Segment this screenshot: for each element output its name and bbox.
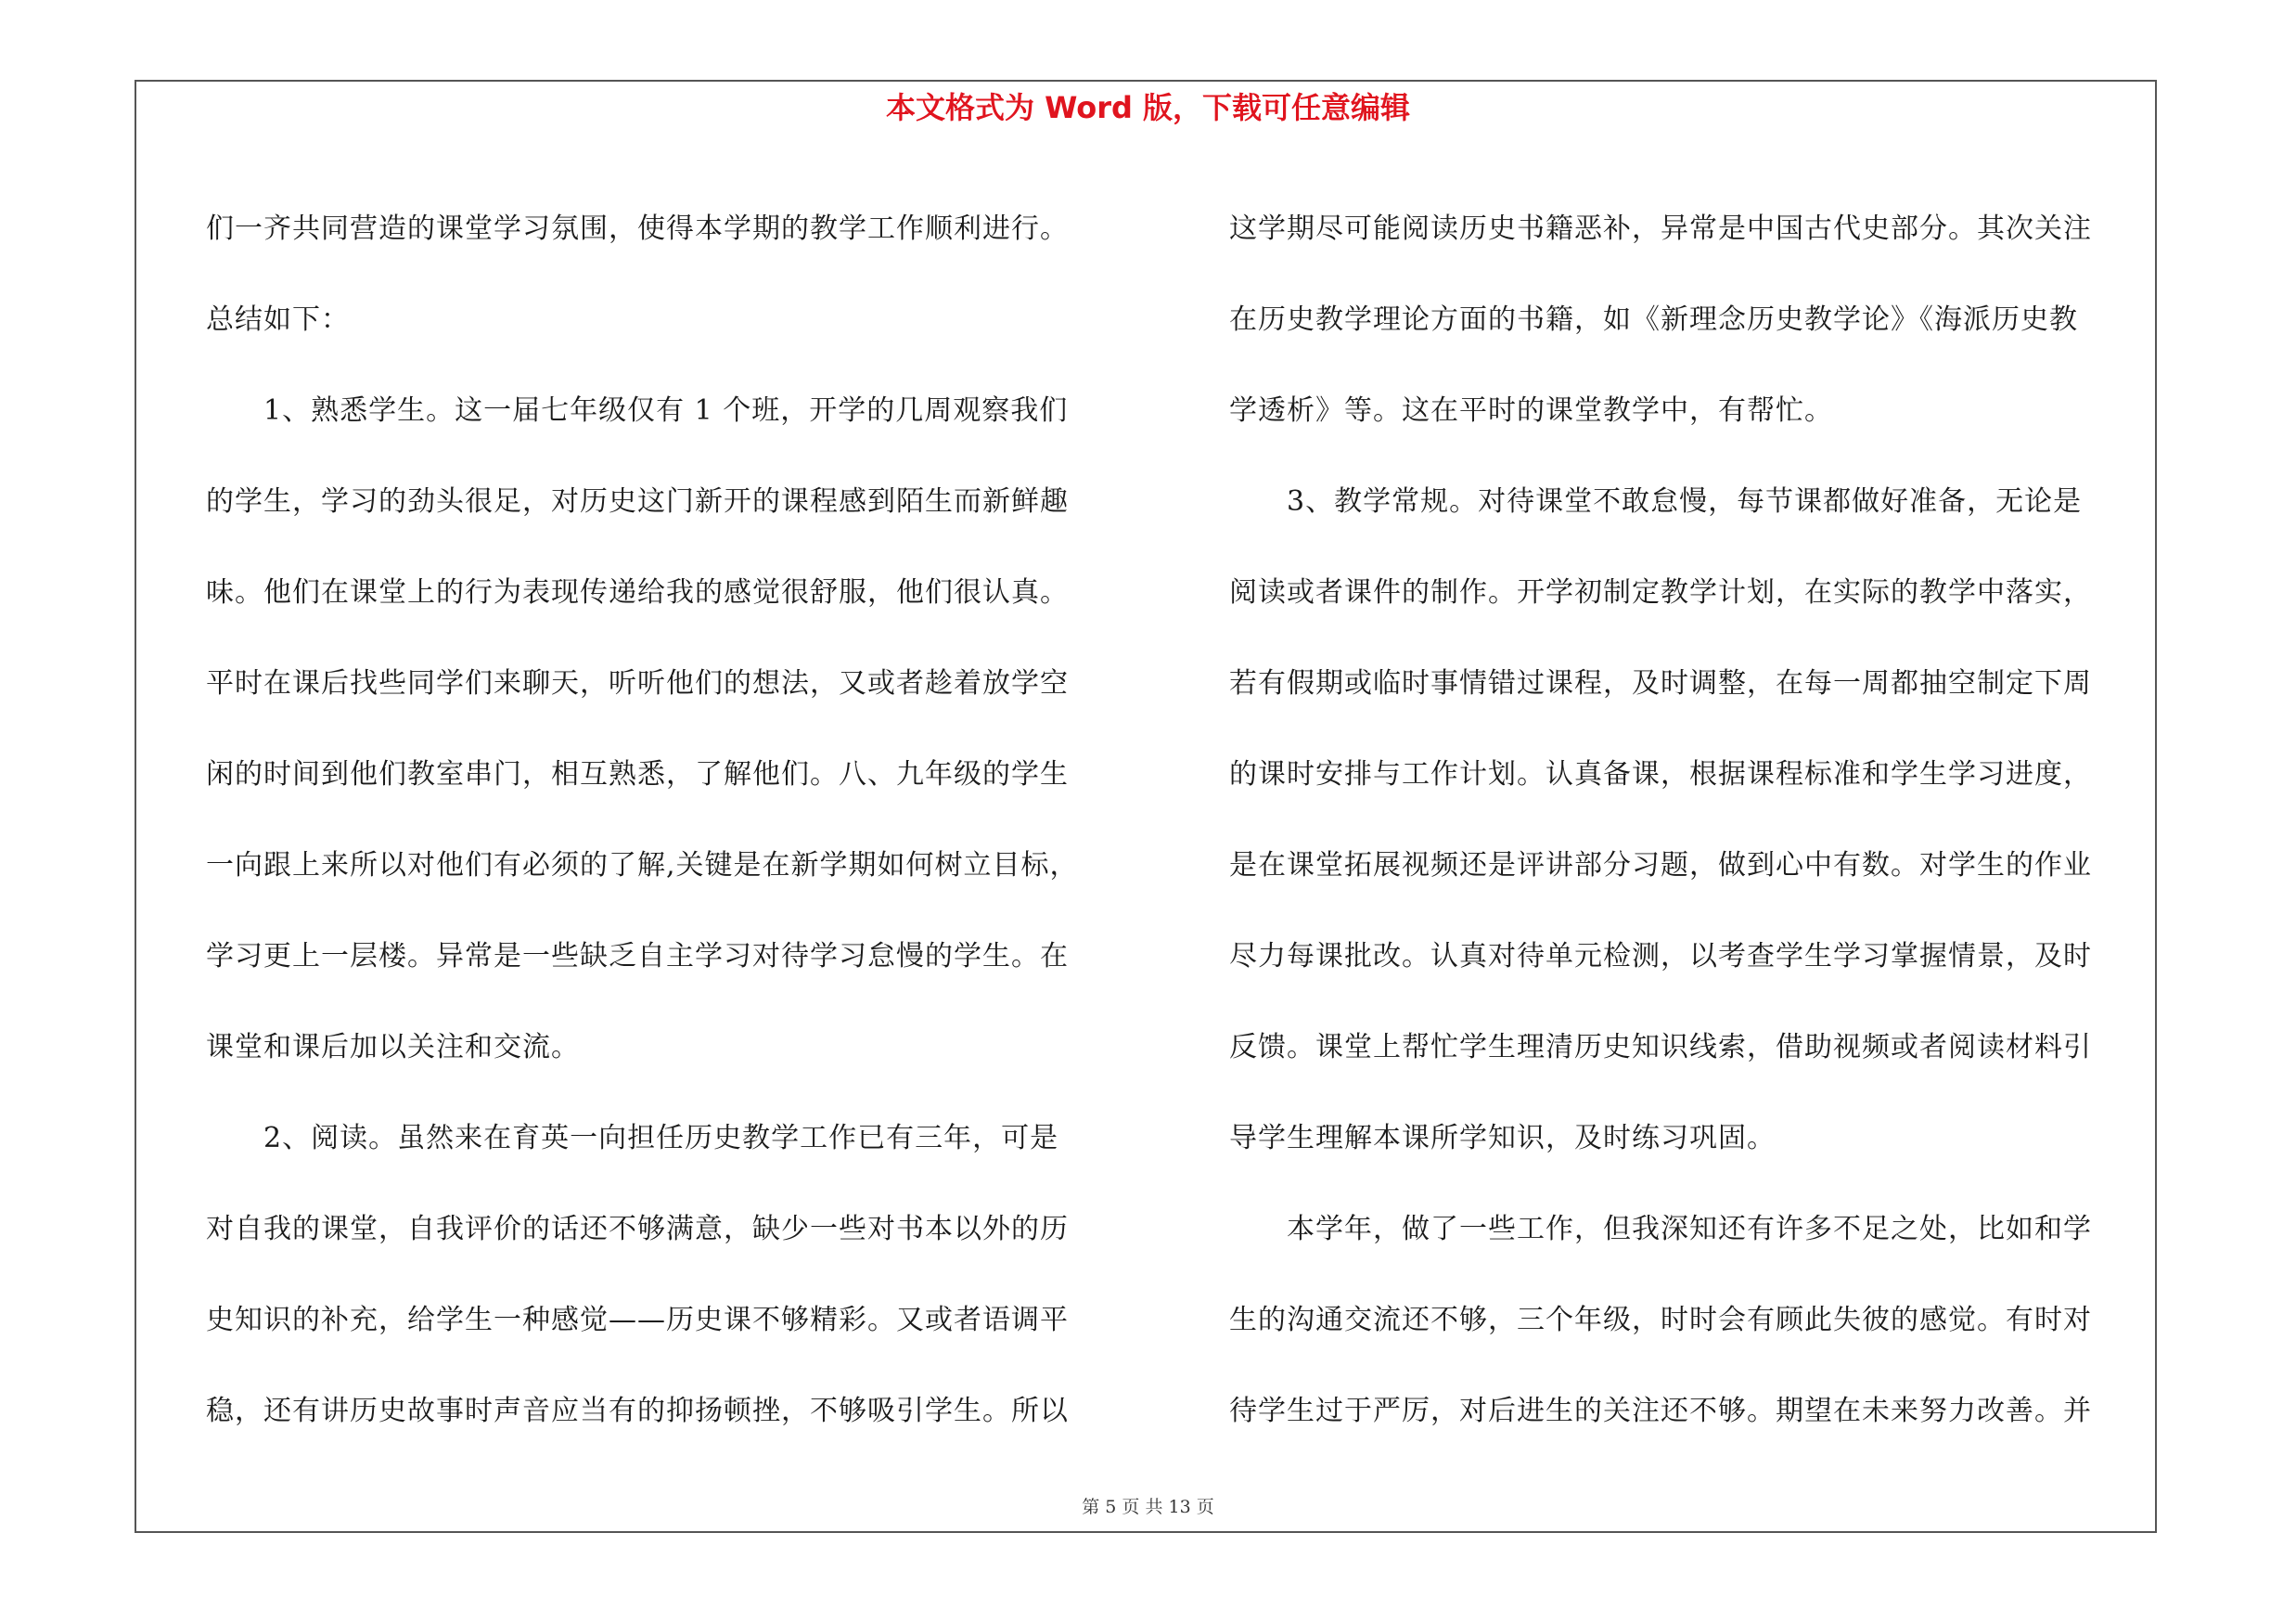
text-line: 导学生理解本课所学知识，及时练习巩固。 (1229, 1122, 1776, 1154)
paragraph-heading-line: 1、熟悉学生。这一届七年级仅有 1 个班，开学的几周观察我们 (263, 394, 1069, 427)
paragraph-heading-line: 2、阅读。虽然来在育英一向担任历史教学工作已有三年，可是 (263, 1122, 1059, 1154)
text-line: 学透析》等。这在平时的课堂教学中，有帮忙。 (1229, 394, 1833, 427)
right-text-column (1229, 184, 2157, 1457)
text-line: 的课时安排与工作计划。认真备课，根据课程标准和学生学习进度， (1229, 758, 2092, 791)
text-line: 待学生过于严厉，对后进生的关注还不够。期望在未来努力改善。并 (1229, 1395, 2092, 1427)
text-line: 对自我的课堂，自我评价的话还不够满意，缺少一些对书本以外的历 (206, 1213, 1069, 1245)
paragraph-heading-line: 3、教学常规。对待课堂不敢怠慢，每节课都做好准备，无论是 (1287, 485, 2083, 518)
text-line: 阅读或者课件的制作。开学初制定教学计划，在实际的教学中落实， (1229, 576, 2092, 609)
text-line: 学习更上一层楼。异常是一些缺乏自主学习对待学习怠慢的学生。在 (206, 940, 1069, 973)
text-line: 是在课堂拓展视频还是评讲部分习题，做到心中有数。对学生的作业 (1229, 849, 2092, 882)
page-number: 第 5 页 共 13 页 (1082, 1497, 1214, 1517)
paragraph-heading-line: 本学年，做了一些工作，但我深知还有许多不足之处，比如和学 (1287, 1213, 2092, 1245)
text-line: 尽力每课批改。认真对待单元检测，以考查学生学习掌握情景，及时 (1229, 940, 2092, 973)
text-line: 在历史教学理论方面的书籍，如《新理念历史教学论》《海派历史教 (1229, 303, 2078, 336)
text-line: 闲的时间到他们教室串门，相互熟悉，了解他们。八、九年级的学生 (206, 758, 1069, 791)
text-line: 稳，还有讲历史故事时声音应当有的抑扬顿挫，不够吸引学生。所以 (206, 1395, 1069, 1427)
text-line: 总结如下： (206, 303, 350, 336)
text-line: 的学生，学习的劲头很足，对历史这门新开的课程感到陌生而新鲜趣 (206, 485, 1069, 518)
format-banner-text: 本文格式为 Word 版，下载可任意编辑 (885, 90, 1411, 125)
text-line: 味。他们在课堂上的行为表现传递给我的感觉很舒服，他们很认真。 (206, 576, 1069, 609)
text-line: 们一齐共同营造的课堂学习氛围，使得本学期的教学工作顺利进行。 (206, 213, 1069, 245)
text-line: 反馈。课堂上帮忙学生理清历史知识线索，借助视频或者阅读材料引 (1229, 1031, 2092, 1063)
left-text-column (206, 184, 1134, 1457)
text-line: 若有假期或临时事情错过课程，及时调整，在每一周都抽空制定下周 (1229, 667, 2092, 700)
text-line: 平时在课后找些同学们来聊天，听听他们的想法，又或者趁着放学空 (206, 667, 1069, 700)
text-line: 生的沟通交流还不够，三个年级，时时会有顾此失彼的感觉。有时对 (1229, 1304, 2092, 1336)
page-footer (0, 1496, 2296, 1518)
text-line: 史知识的补充，给学生一种感觉——历史课不够精彩。又或者语调平 (206, 1304, 1069, 1336)
format-banner (0, 85, 2296, 130)
text-line: 课堂和课后加以关注和交流。 (206, 1031, 580, 1063)
text-line: 一向跟上来所以对他们有必须的了解,关键是在新学期如何树立目标， (206, 849, 1079, 882)
text-line: 这学期尽可能阅读历史书籍恶补，异常是中国古代史部分。其次关注 (1229, 213, 2092, 245)
